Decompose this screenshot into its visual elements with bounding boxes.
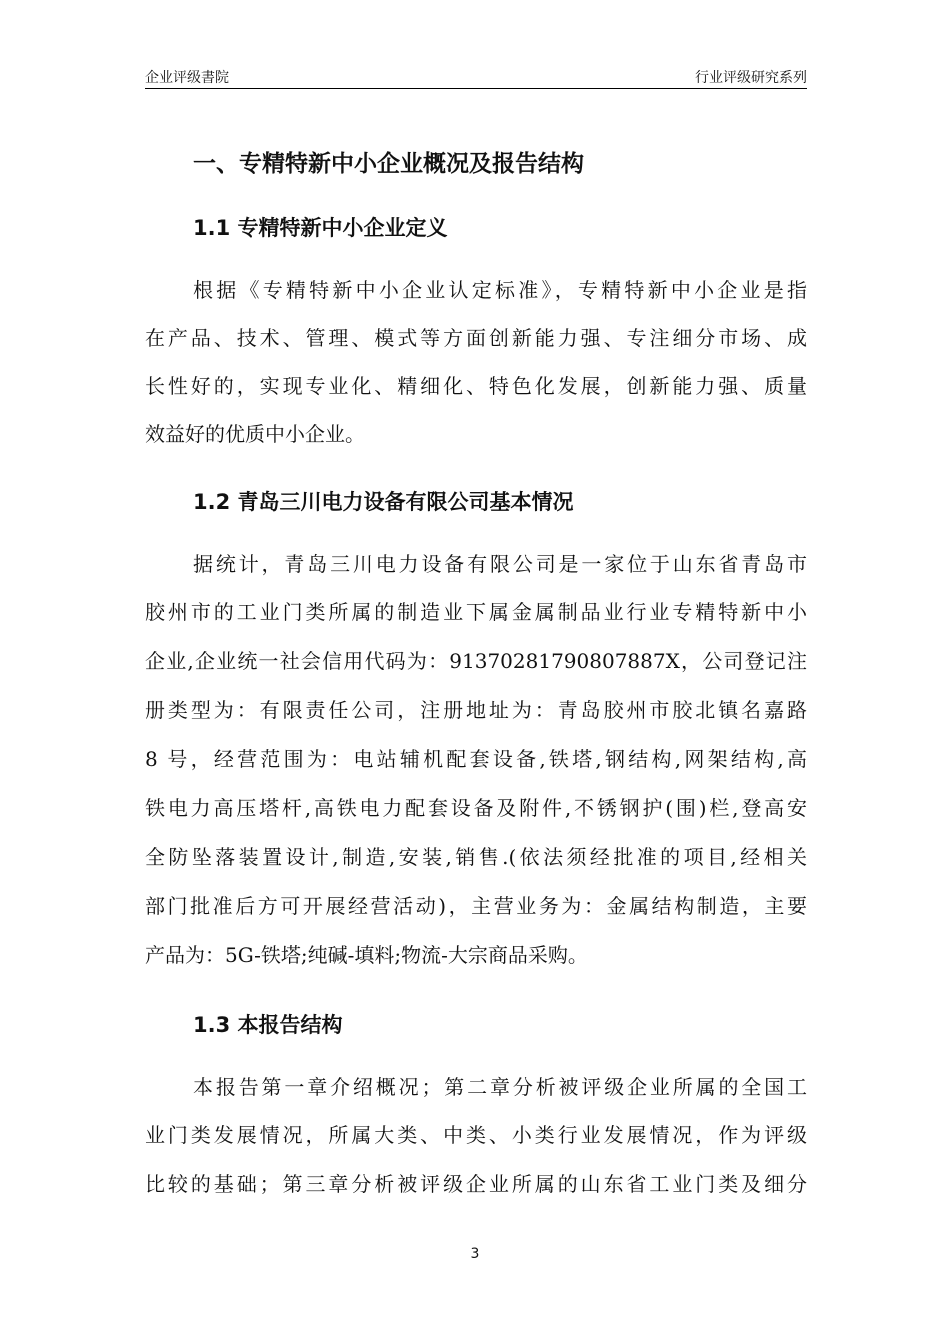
chapter-title: 一、专精特新中小企业概况及报告结构 [193, 151, 584, 177]
paragraph-line: 据统计，青岛三川电力设备有限公司是一家位于山东省青岛市 [193, 552, 807, 576]
paragraph-line: 铁电力高压塔杆,高铁电力配套设备及附件,不锈钢护(围)栏,登高安 [145, 796, 807, 820]
section-heading-1-3: 1.3 本报告结构 [193, 1013, 343, 1037]
paragraph-line: 企业,企业统一社会信用代码为：91370281790807887X，公司登记注 [145, 649, 807, 673]
paragraph-line: 部门批准后方可开展经营活动)，主营业务为：金属结构制造，主要 [145, 894, 807, 918]
paragraph-line: 本报告第一章介绍概况；第二章分析被评级企业所属的全国工 [193, 1075, 807, 1099]
paragraph-line: 效益好的优质中小企业。 [145, 422, 365, 446]
paragraph-line: 比较的基础；第三章分析被评级企业所属的山东省工业门类及细分 [145, 1172, 807, 1196]
header-right-text: 行业评级研究系列 [695, 70, 807, 86]
header-left-text: 企业评级書院 [145, 70, 229, 86]
paragraph-line: 长性好的，实现专业化、精细化、特色化发展，创新能力强、质量 [145, 374, 807, 398]
paragraph-line: 业门类发展情况，所属大类、中类、小类行业发展情况，作为评级 [145, 1123, 807, 1147]
section-heading-1-1: 1.1 专精特新中小企业定义 [193, 216, 448, 240]
section-heading-1-2: 1.2 青岛三川电力设备有限公司基本情况 [193, 490, 574, 514]
paragraph-line: 在产品、技术、管理、模式等方面创新能力强、专注细分市场、成 [145, 326, 807, 350]
paragraph-line: 全防坠落装置设计,制造,安装,销售.(依法须经批准的项目,经相关 [145, 845, 807, 869]
page-header [145, 64, 807, 89]
paragraph-line: 根据《专精特新中小企业认定标准》，专精特新中小企业是指 [193, 278, 807, 302]
paragraph-line: 册类型为：有限责任公司，注册地址为：青岛胶州市胶北镇名嘉路 [145, 698, 807, 722]
paragraph-line: 胶州市的工业门类所属的制造业下属金属制品业行业专精特新中小 [145, 600, 807, 624]
paragraph-line: 产品为：5G-铁塔;纯碱-填料;物流-大宗商品采购。 [145, 943, 588, 967]
page-number: 3 [470, 1246, 480, 1262]
paragraph-line: 8 号，经营范围为：电站辅机配套设备,铁塔,钢结构,网架结构,高 [145, 747, 807, 771]
